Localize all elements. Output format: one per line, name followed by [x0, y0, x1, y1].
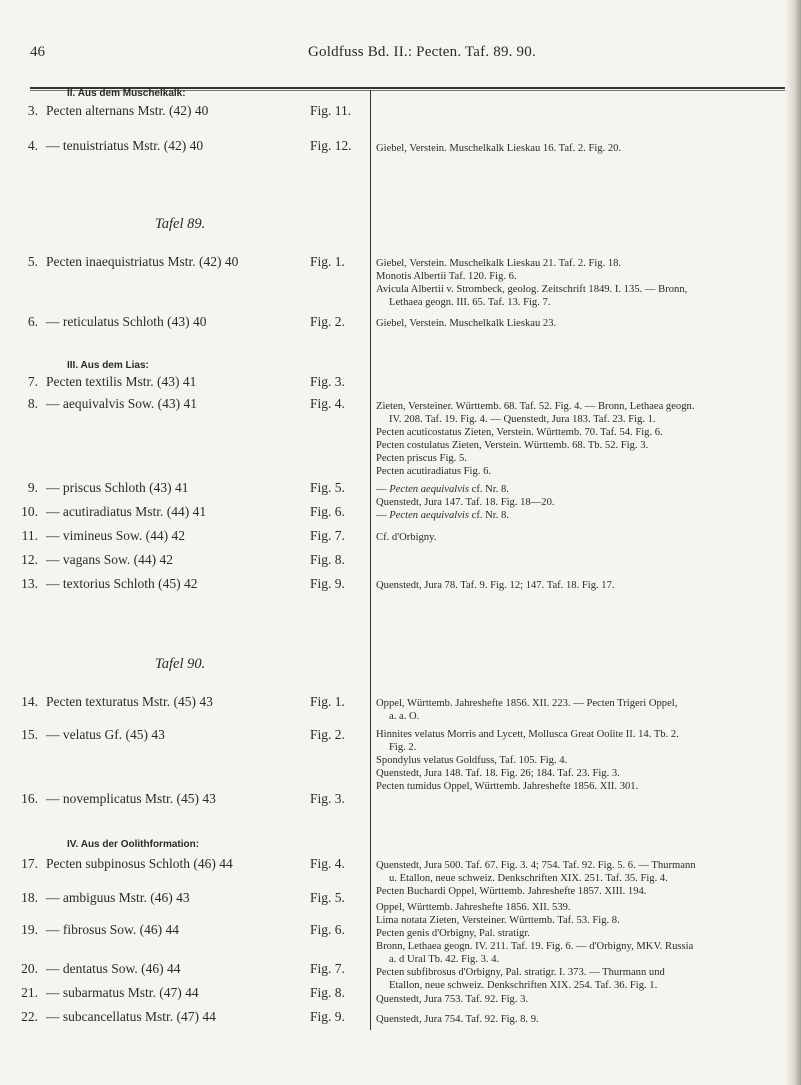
reference-line: Spondylus velatus Goldfuss, Taf. 105. Fig. 4. — [376, 755, 568, 766]
figure-ref: Fig. 8. — [310, 985, 345, 1000]
entry-number: 13. — [21, 576, 38, 591]
entry-number: 4. — [27, 138, 38, 153]
reference-line: Fig. 2. — [389, 742, 417, 753]
reference-line: Avicula Albertii v. Strombeck, geolog. Zeitschrift 1849. I. 135. — Bronn, — [376, 284, 688, 295]
entry-number: 12. — [21, 552, 38, 567]
section-heading: IV. Aus der Oolithformation: — [67, 839, 200, 850]
entry-number: 18. — [21, 890, 38, 905]
reference-line: Etallon, neue schweiz. Denkschriften XIX. 254. Taf. 36. Fig. 1. — [389, 980, 658, 991]
entry-number: 20. — [21, 961, 38, 976]
figure-ref: Fig. 1. — [310, 254, 345, 269]
italic-species: Pecten aequivalvis — [389, 510, 469, 521]
species-name: — fibrosus Sow. (46) 44 — [46, 922, 179, 937]
figure-ref: Fig. 1. — [310, 694, 345, 709]
figure-ref: Fig. 5. — [310, 890, 345, 905]
species-name: — dentatus Sow. (46) 44 — [46, 961, 181, 976]
reference-line: Giebel, Verstein. Muschelkalk Lieskau 23. — [376, 318, 557, 329]
reference-line: u. Etallon, neue schweiz. Denkschriften XIX. 251. Taf. 35. Fig. 4. — [389, 873, 668, 884]
species-name: — vimineus Sow. (44) 42 — [46, 528, 185, 543]
species-name: — tenuistriatus Mstr. (42) 40 — [46, 138, 204, 153]
entry-number: 10. — [21, 504, 38, 519]
species-name: Pecten textilis Mstr. (43) 41 — [46, 374, 197, 389]
species-name: — aequivalvis Sow. (43) 41 — [46, 396, 197, 411]
reference-line: a. a. O. — [389, 711, 420, 722]
species-name: — acutiradiatus Mstr. (44) 41 — [46, 504, 207, 519]
reference-line: Monotis Albertii Taf. 120. Fig. 6. — [376, 271, 517, 282]
reference-line: Quenstedt, Jura 148. Taf. 18. Fig. 26; 184. Taf. 23. Fig. 3. — [376, 768, 620, 779]
reference-line: IV. 208. Taf. 19. Fig. 4. — Quenstedt, Jura 183. Taf. 23. Fig. 1. — [389, 414, 656, 425]
reference-line: Pecten tumidus Oppel, Württemb. Jahreshefte 1856. XII. 301. — [376, 781, 639, 792]
figure-ref: Fig. 6. — [310, 922, 345, 937]
entry-number: 9. — [27, 480, 38, 495]
reference-line: Pecten priscus Fig. 5. — [376, 453, 467, 464]
figure-ref: Fig. 2. — [310, 727, 345, 742]
reference-line: Oppel, Württemb. Jahreshefte 1856. XII. 539. — [376, 902, 571, 913]
species-name: — ambiguus Mstr. (46) 43 — [46, 890, 190, 905]
species-name: — velatus Gf. (45) 43 — [46, 727, 165, 742]
reference-line: Pecten subfibrosus d'Orbigny, Pal. stratigr. I. 373. — Thurmann und — [376, 967, 665, 978]
reference-line: Oppel, Württemb. Jahreshefte 1856. XII. 223. — Pecten Trigeri Oppel, — [376, 698, 678, 709]
species-name: — subarmatus Mstr. (47) 44 — [46, 985, 199, 1000]
species-name: Pecten subpinosus Schloth (46) 44 — [46, 856, 233, 871]
species-name: Pecten inaequistriatus Mstr. (42) 40 — [46, 254, 239, 269]
running-title: Goldfuss Bd. II.: Pecten. Taf. 89. 90. — [308, 44, 536, 60]
reference-line: Pecten costulatus Zieten, Verstein. Württemb. 68. Tb. 52. Fig. 3. — [376, 440, 649, 451]
reference-line: Giebel, Verstein. Muschelkalk Lieskau 21. Taf. 2. Fig. 18. — [376, 258, 622, 269]
reference-line: — Pecten aequivalvis cf. Nr. 8. — [376, 484, 509, 495]
reference-line: Quenstedt, Jura 753. Taf. 92. Fig. 3. — [376, 994, 529, 1005]
entry-number: 6. — [27, 314, 38, 329]
reference-line: Lethaea geogn. III. 65. Taf. 13. Fig. 7. — [389, 297, 551, 308]
reference-line: Giebel, Verstein. Muschelkalk Lieskau 16. Taf. 2. Fig. 20. — [376, 143, 622, 154]
figure-ref: Fig. 6. — [310, 504, 345, 519]
reference-line: Zieten, Versteiner. Württemb. 68. Taf. 52. Fig. 4. — Bronn, Lethaea geogn. — [376, 401, 695, 412]
reference-line: Quenstedt, Jura 78. Taf. 9. Fig. 12; 147. Taf. 18. Fig. 17. — [376, 580, 615, 591]
reference-line: Bronn, Lethaea geogn. IV. 211. Taf. 19. Fig. 6. — d'Orbigny, MKV. Russia — [376, 941, 694, 952]
page-edge-shadow — [785, 0, 801, 1085]
reference-line: Quenstedt, Jura 147. Taf. 18. Fig. 18—20. — [376, 497, 555, 508]
entry-number: 15. — [21, 727, 38, 742]
page-number: 46 — [30, 44, 45, 60]
reference-line: — Pecten aequivalvis cf. Nr. 8. — [376, 510, 509, 521]
figure-ref: Fig. 11. — [310, 103, 352, 118]
figure-ref: Fig. 9. — [310, 1009, 345, 1024]
reference-line: Pecten acutiradiatus Fig. 6. — [376, 466, 492, 477]
reference-line: Quenstedt, Jura 500. Taf. 67. Fig. 3. 4; 754. Taf. 92. Fig. 5. 6. — Thurmann — [376, 860, 696, 871]
figure-ref: Fig. 4. — [310, 856, 345, 871]
species-name: — reticulatus Schloth (43) 40 — [46, 314, 207, 329]
entry-number: 16. — [21, 791, 38, 806]
reference-line: Pecten Buchardi Oppel, Württemb. Jahreshefte 1857. XIII. 194. — [376, 886, 647, 897]
reference-line: Hinnites velatus Morris and Lycett, Mollusca Great Oolite II. 14. Tb. 2. — [376, 729, 679, 740]
entry-number: 8. — [27, 396, 38, 411]
italic-species: Pecten aequivalvis — [389, 484, 469, 495]
entry-number: 3. — [27, 103, 38, 118]
figure-ref: Fig. 3. — [310, 374, 345, 389]
entry-number: 5. — [27, 254, 38, 269]
section-heading: III. Aus dem Lias: — [67, 360, 149, 371]
figure-ref: Fig. 3. — [310, 791, 345, 806]
species-name: — textorius Schloth (45) 42 — [46, 576, 198, 591]
section-heading: II. Aus dem Muschelkalk: — [67, 88, 186, 99]
figure-ref: Fig. 7. — [310, 961, 345, 976]
species-name: Pecten alternans Mstr. (42) 40 — [46, 103, 209, 118]
entry-number: 17. — [21, 856, 38, 871]
species-name: — subcancellatus Mstr. (47) 44 — [46, 1009, 216, 1024]
entry-number: 11. — [21, 528, 38, 543]
entry-number: 19. — [21, 922, 38, 937]
species-name: — novemplicatus Mstr. (45) 43 — [46, 791, 216, 806]
figure-ref: Fig. 5. — [310, 480, 345, 495]
entry-number: 14. — [21, 694, 38, 709]
figure-ref: Fig. 9. — [310, 576, 345, 591]
figure-ref: Fig. 8. — [310, 552, 345, 567]
reference-line: Quenstedt, Jura 754. Taf. 92. Fig. 8. 9. — [376, 1014, 539, 1025]
reference-line: Cf. d'Orbigny. — [376, 532, 437, 543]
figure-ref: Fig. 2. — [310, 314, 345, 329]
figure-ref: Fig. 4. — [310, 396, 345, 411]
reference-line: Pecten genis d'Orbigny, Pal. stratigr. — [376, 928, 530, 939]
plate-heading: Tafel 90. — [155, 656, 206, 672]
entry-number: 22. — [21, 1009, 38, 1024]
plate-heading: Tafel 89. — [155, 216, 206, 232]
species-name: — priscus Schloth (43) 41 — [46, 480, 189, 495]
species-name: Pecten texturatus Mstr. (45) 43 — [46, 694, 213, 709]
figure-ref: Fig. 7. — [310, 528, 345, 543]
entry-number: 7. — [27, 374, 38, 389]
reference-line: Lima notata Zieten, Versteiner. Württemb. Taf. 53. Fig. 8. — [376, 915, 620, 926]
reference-line: Pecten acuticostatus Zieten, Verstein. Württemb. 70. Taf. 54. Fig. 6. — [376, 427, 663, 438]
figure-ref: Fig. 12. — [310, 138, 352, 153]
species-name: — vagans Sow. (44) 42 — [46, 552, 173, 567]
entry-number: 21. — [21, 985, 38, 1000]
column-divider — [370, 90, 371, 1030]
reference-line: a. d Ural Tb. 42. Fig. 3. 4. — [389, 954, 500, 965]
